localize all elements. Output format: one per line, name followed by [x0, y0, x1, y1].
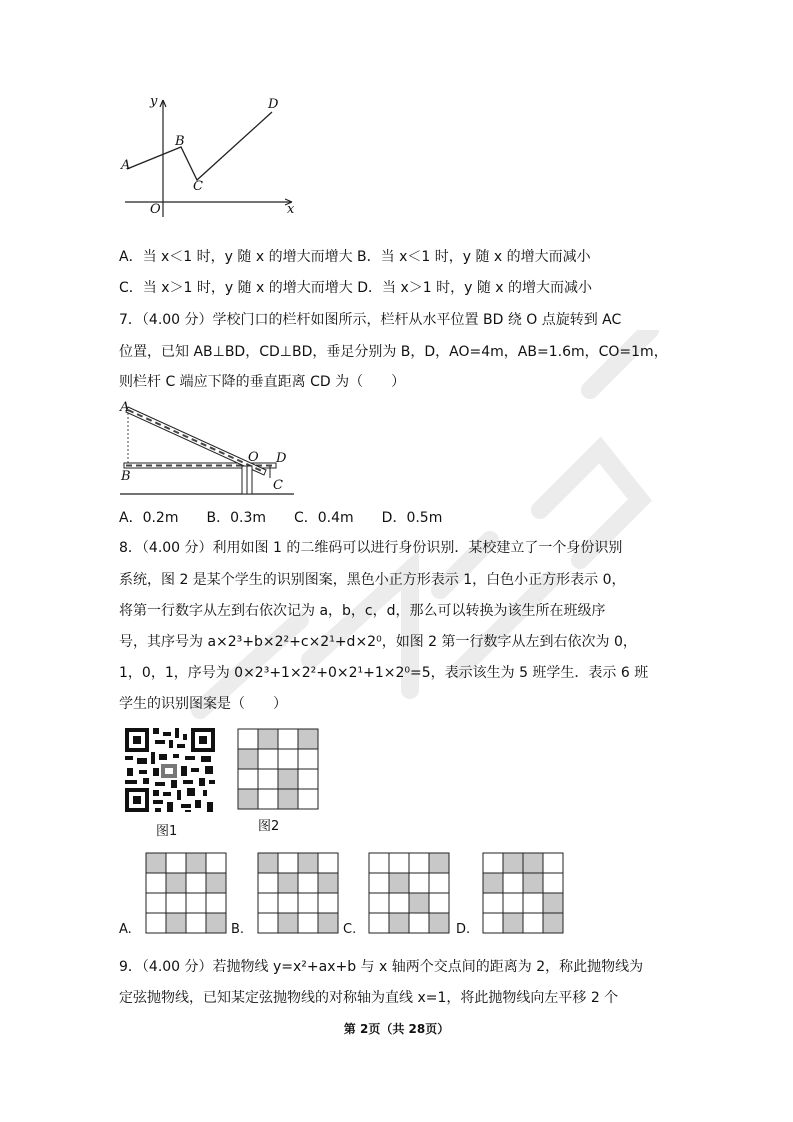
grid-cell-shaded [278, 789, 298, 809]
grid-cell-shaded [429, 853, 449, 873]
grid-cell-blank [258, 769, 278, 789]
q7-text-line2: 位置，已知 AB⊥BD，CD⊥BD，垂足分别为 B，D，AO=4m，AB=1.6m，CO=1m， [119, 344, 668, 360]
q9-text-line1: 9．（4.00 分）若抛物线 y=x²+ax+b 与 x 轴两个交点间的距离为 2，称此抛物线为 [119, 959, 644, 975]
grid-cell-blank [483, 853, 503, 873]
option-b-grid[interactable] [257, 852, 339, 934]
grid-cell-blank [206, 853, 226, 873]
grid-cell-blank [543, 853, 563, 873]
grid-cell-blank [369, 853, 389, 873]
grid-cell-blank [298, 873, 318, 893]
grid-cell-blank [238, 769, 258, 789]
grid-cell-blank [298, 789, 318, 809]
q8-text-line3: 将第一行数字从左到右依次记为 a，b，c，d，那么可以转换为该生所在班级序 [119, 603, 606, 619]
grid-cell-blank [429, 893, 449, 913]
q8-text-line5: 1，0，1，序号为 0×2³+1×2²+0×2¹+1×2⁰=5，表示该生为 5 班学生．表示 6 班 [119, 665, 649, 681]
grid-cell-blank [298, 893, 318, 913]
grid-cell-blank [278, 749, 298, 769]
grid-cell-blank [523, 893, 543, 913]
grid-cell-shaded [389, 913, 409, 933]
grid-cell-blank [369, 913, 389, 933]
option-d-grid[interactable] [482, 852, 564, 934]
graph-axis-x-label: x [287, 202, 295, 217]
grid-cell-blank [186, 913, 206, 933]
grid-cell-blank [409, 873, 429, 893]
barrier-label-C: C [273, 478, 283, 493]
grid-cell-blank [206, 893, 226, 913]
grid-cell-blank [503, 873, 523, 893]
page-footer: 第 2页（共 28页） [343, 1022, 450, 1036]
option-b-label[interactable]: B. [231, 922, 245, 937]
grid-cell-shaded [166, 873, 186, 893]
grid-cell-blank [166, 853, 186, 873]
q6-options-row1: A．当 x＜1 时，y 随 x 的增大而增大 B．当 x＜1 时，y 随 x 的增大而减小 [119, 249, 591, 265]
q6-options-row2: C．当 x＞1 时，y 随 x 的增大而增大 D．当 x＞1 时，y 随 x 的增大而减小 [119, 280, 593, 296]
barrier-label-D: D [276, 451, 287, 466]
graph-point-C: C [193, 179, 203, 194]
option-d-label[interactable]: D. [456, 922, 471, 937]
grid-cell-blank [186, 893, 206, 913]
grid-cell-shaded [503, 853, 523, 873]
grid-cell-blank [409, 913, 429, 933]
grid-cell-blank [409, 853, 429, 873]
grid-cell-blank [429, 873, 449, 893]
grid-cell-blank [146, 893, 166, 913]
q8-text-line1: 8．（4.00 分）利用如图 1 的二维码可以进行身份识别．某校建立了一个身份识别 [119, 540, 623, 556]
grid-cell-blank [278, 893, 298, 913]
grid-cell-shaded [409, 893, 429, 913]
grid-cell-blank [238, 729, 258, 749]
grid-cell-blank [298, 749, 318, 769]
grid-cell-shaded [258, 853, 278, 873]
grid-cell-shaded [298, 853, 318, 873]
barrier-label-B: B [121, 469, 131, 484]
grid-cell-shaded [298, 729, 318, 749]
fig1-caption: 图1 [156, 824, 178, 839]
graph-point-D: D [268, 97, 279, 112]
grid-cell-shaded [258, 729, 278, 749]
grid-cell-blank [318, 893, 338, 913]
grid-cell-shaded [543, 913, 563, 933]
grid-cell-shaded [318, 873, 338, 893]
grid-cell-blank [543, 873, 563, 893]
grid-cell-blank [483, 913, 503, 933]
grid-cell-blank [166, 893, 186, 913]
grid-cell-shaded [523, 853, 543, 873]
grid-cell-shaded [238, 749, 258, 769]
grid-cell-shaded [238, 789, 258, 809]
q7-options: A．0.2m B．0.3m C．0.4m D．0.5m [119, 510, 443, 526]
grid-cell-shaded [278, 873, 298, 893]
option-c-grid[interactable] [368, 852, 450, 934]
grid-cell-shaded [429, 913, 449, 933]
graph-point-B: B [175, 134, 185, 149]
grid-cell-blank [146, 873, 166, 893]
grid-cell-shaded [543, 893, 563, 913]
graph-point-A: A [121, 158, 131, 173]
grid-cell-blank [278, 729, 298, 749]
grid-cell-shaded [186, 853, 206, 873]
grid-cell-blank [389, 853, 409, 873]
option-c-label[interactable]: C. [343, 922, 357, 937]
grid-cell-blank [146, 913, 166, 933]
grid-cell-blank [186, 873, 206, 893]
grid-cell-blank [369, 873, 389, 893]
q7-text-line3: 则栏杆 C 端应下降的垂直距离 CD 为（ ） [119, 374, 406, 390]
q9-text-line2: 定弦抛物线，已知某定弦抛物线的对称轴为直线 x=1，将此抛物线向左平移 2 个 [119, 990, 619, 1006]
barrier-label-O: O [248, 450, 259, 465]
grid-cell-blank [258, 873, 278, 893]
grid-cell-shaded [206, 913, 226, 933]
piecewise-graph [110, 92, 310, 222]
graph-axis-y-label: y [150, 94, 158, 109]
grid-cell-blank [298, 913, 318, 933]
grid-cell-blank [523, 913, 543, 933]
grid-cell-blank [483, 893, 503, 913]
q8-text-line6: 学生的识别图案是（ ） [119, 696, 287, 712]
graph-origin-label: O [150, 202, 161, 217]
grid-cell-shaded [166, 913, 186, 933]
grid-cell-shaded [206, 873, 226, 893]
option-a-label[interactable]: A. [119, 922, 132, 937]
grid-cell-shaded [318, 913, 338, 933]
qr-code-image [125, 728, 215, 812]
barrier-figure [118, 400, 298, 500]
q8-text-line4: 号，其序号为 a×2³+b×2²+c×2¹+d×2⁰，如图 2 第一行数字从左到右依次为 0， [119, 634, 637, 650]
grid-cell-blank [298, 769, 318, 789]
grid-cell-blank [389, 893, 409, 913]
grid-cell-blank [503, 893, 523, 913]
q7-text-line1: 7．（4.00 分）学校门口的栏杆如图所示，栏杆从水平位置 BD 绕 O 点旋转到 AC [119, 312, 622, 328]
grid-cell-shaded [278, 913, 298, 933]
grid-cell-shaded [483, 873, 503, 893]
grid-cell-blank [258, 789, 278, 809]
grid-cell-shaded [523, 873, 543, 893]
grid-cell-shaded [146, 853, 166, 873]
grid-cell-shaded [389, 873, 409, 893]
grid-cell-blank [369, 893, 389, 913]
grid-cell-blank [258, 893, 278, 913]
q8-text-line2: 系统，图 2 是某个学生的识别图案，黑色小正方形表示 1，白色小正方形表示 0， [119, 572, 626, 588]
grid-cell-blank [278, 853, 298, 873]
grid-cell-blank [258, 749, 278, 769]
option-a-grid[interactable] [145, 852, 227, 934]
grid-cell-shaded [278, 769, 298, 789]
fig2-caption: 图2 [258, 819, 280, 834]
grid-cell-shaded [503, 913, 523, 933]
barrier-label-A: A [120, 400, 130, 415]
grid-cell-blank [258, 913, 278, 933]
grid-cell-blank [318, 853, 338, 873]
fig2-grid [237, 728, 319, 810]
